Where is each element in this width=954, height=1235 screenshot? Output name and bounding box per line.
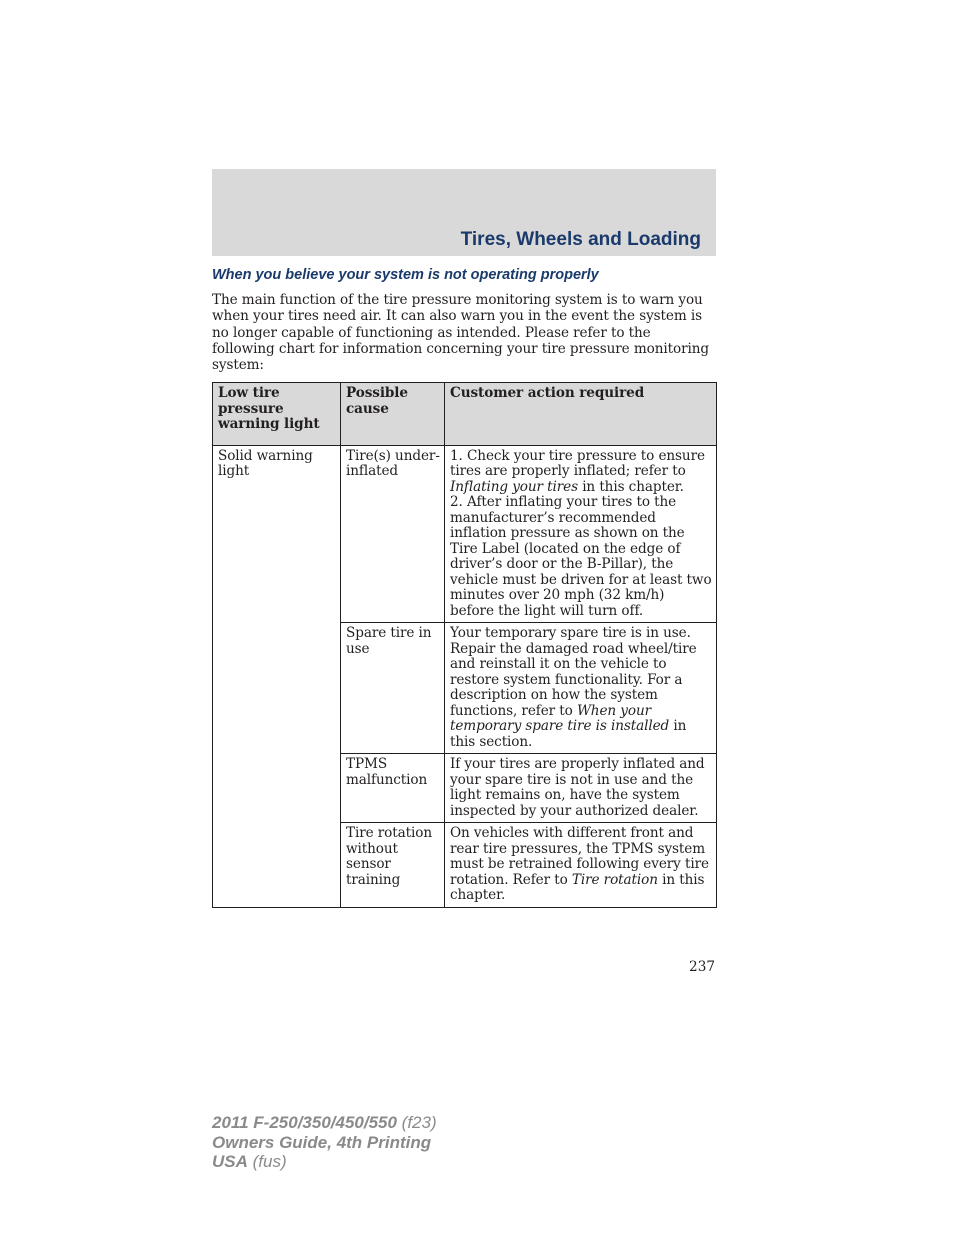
action-reference: Tire rotation bbox=[571, 871, 658, 888]
footer-printing: Owners Guide, 4th Printing bbox=[212, 1132, 432, 1152]
action-reference: Inflating your tires bbox=[450, 478, 578, 495]
table-row bbox=[213, 445, 717, 623]
action-cell bbox=[445, 754, 717, 823]
section-title: Tires, Wheels and Loading bbox=[460, 229, 701, 250]
footer-model-code: (f23) bbox=[396, 1113, 437, 1132]
header-possible-cause: Possible cause bbox=[341, 383, 445, 446]
cause-cell: Tire rotation without sensor training bbox=[341, 823, 445, 908]
action-cell bbox=[445, 445, 717, 623]
intro-paragraph: The main function of the tire pressure monitoring system is to warn you when your tires need air. It can also warn you in the event the system is no longer capable of functioning as intended. Please refer to the following chart for information concerning your tire pressure monitoring system: bbox=[212, 292, 709, 374]
cause-cell: TPMS malfunction bbox=[341, 754, 445, 823]
action-text: On vehicles with different front and rear tire pressures, the TPMS system must be retrained following every tire rotation. Refer to bbox=[450, 825, 709, 888]
action-text: If your tires are properly inflated and your spare tire is not in use and the light remains on, have the system inspected by your authorized dealer. bbox=[450, 756, 705, 819]
footer-line bbox=[212, 1152, 612, 1172]
warning-light-cell: Solid warning light bbox=[213, 445, 341, 907]
header-warning-light: Low tire pressure warning light bbox=[213, 383, 341, 446]
action-text: 1. Check your tire pressure to ensure tires are properly inflated; refer to bbox=[450, 447, 705, 479]
footer-line bbox=[212, 1113, 612, 1133]
footer-line bbox=[212, 1133, 612, 1153]
action-text: Your temporary spare tire is in use. Repair the damaged road wheel/tire and reinstall it on the vehicle to restore system functionality. For a description on how the system functions, refer to bbox=[450, 625, 697, 719]
cause-cell: Tire(s) under-inflated bbox=[341, 445, 445, 623]
footer-region-code: (fus) bbox=[247, 1152, 287, 1171]
action-text: in this chapter. bbox=[450, 871, 705, 903]
footer-model: 2011 F-250/350/450/550 bbox=[212, 1113, 397, 1132]
action-reference: When your temporary spare tire is installed bbox=[450, 702, 670, 734]
footer-region: USA bbox=[212, 1152, 248, 1171]
cause-cell: Spare tire in use bbox=[341, 623, 445, 754]
action-text: in this chapter. bbox=[577, 478, 684, 495]
table-header-row bbox=[213, 383, 717, 446]
footer-edition-info bbox=[212, 1113, 612, 1172]
tpms-table bbox=[212, 382, 717, 908]
action-text: 2. After inflating your tires to the manufacturer’s recommended inflation pressure as shown on the Tire Label (located on the edge of driver’s door or the B-Pillar), the vehicle must be driven for at least two minutes over 20 mph (32 km/h) before the light will turn off. bbox=[450, 494, 712, 619]
section-header-band bbox=[212, 169, 716, 256]
action-cell bbox=[445, 623, 717, 754]
subheading: When you believe your system is not operating properly bbox=[212, 267, 599, 283]
action-cell bbox=[445, 823, 717, 908]
header-customer-action: Customer action required bbox=[445, 383, 717, 446]
action-text: in this section. bbox=[450, 718, 687, 750]
page-number: 237 bbox=[689, 959, 715, 975]
